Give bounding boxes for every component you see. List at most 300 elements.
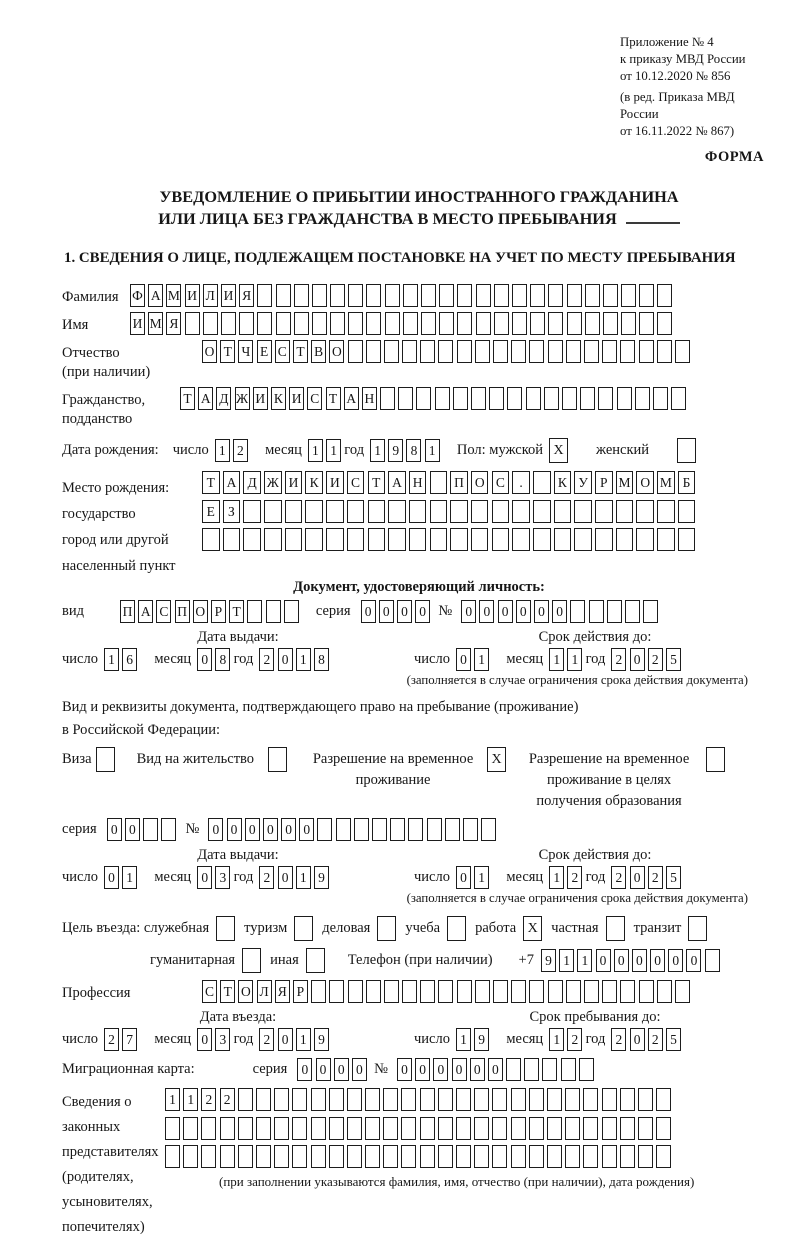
- char-box[interactable]: [621, 312, 636, 335]
- residence-issue-year-boxes[interactable]: [259, 866, 332, 889]
- char-box[interactable]: С: [307, 387, 322, 410]
- char-box[interactable]: [583, 1088, 598, 1111]
- char-box[interactable]: [438, 340, 453, 363]
- char-box[interactable]: [401, 1117, 416, 1140]
- char-box[interactable]: [657, 500, 675, 523]
- char-box[interactable]: [330, 312, 345, 335]
- char-box[interactable]: 0: [516, 600, 531, 623]
- char-box[interactable]: [239, 312, 254, 335]
- char-box[interactable]: [530, 284, 545, 307]
- char-box[interactable]: 1: [474, 866, 489, 889]
- char-box[interactable]: [408, 818, 423, 841]
- char-box[interactable]: [330, 284, 345, 307]
- char-box[interactable]: [643, 600, 658, 623]
- char-box[interactable]: [492, 1088, 507, 1111]
- char-box[interactable]: [238, 1088, 253, 1111]
- char-box[interactable]: [602, 980, 617, 1003]
- stay-year-boxes[interactable]: [611, 1028, 684, 1051]
- char-box[interactable]: [620, 1117, 635, 1140]
- char-box[interactable]: [348, 284, 363, 307]
- char-box[interactable]: [427, 818, 442, 841]
- char-box[interactable]: [457, 340, 472, 363]
- char-box[interactable]: [285, 528, 303, 551]
- char-box[interactable]: 6: [122, 648, 137, 671]
- char-box[interactable]: 0: [650, 949, 665, 972]
- char-box[interactable]: 0: [263, 818, 278, 841]
- char-box[interactable]: 2: [648, 866, 663, 889]
- surname-boxes[interactable]: [130, 284, 676, 307]
- char-box[interactable]: 0: [297, 1058, 312, 1081]
- female-checkbox[interactable]: [677, 438, 696, 463]
- char-box[interactable]: Т: [326, 387, 341, 410]
- char-box[interactable]: [562, 387, 577, 410]
- char-box[interactable]: 1: [183, 1088, 198, 1111]
- char-box[interactable]: П: [120, 600, 135, 623]
- char-box[interactable]: [326, 500, 344, 523]
- char-box[interactable]: [456, 1117, 471, 1140]
- char-box[interactable]: [421, 312, 436, 335]
- char-box[interactable]: [494, 284, 509, 307]
- char-box[interactable]: [529, 340, 544, 363]
- male-checkbox[interactable]: X: [549, 438, 568, 463]
- char-box[interactable]: [474, 1088, 489, 1111]
- char-box[interactable]: 9: [314, 866, 329, 889]
- char-box[interactable]: [292, 1088, 307, 1111]
- char-box[interactable]: Е: [202, 500, 220, 523]
- char-box[interactable]: [264, 500, 282, 523]
- char-box[interactable]: 1: [567, 648, 582, 671]
- char-box[interactable]: [494, 312, 509, 335]
- char-box[interactable]: [388, 528, 406, 551]
- char-box[interactable]: [589, 600, 604, 623]
- char-box[interactable]: 0: [379, 600, 394, 623]
- char-box[interactable]: [476, 312, 491, 335]
- char-box[interactable]: 0: [107, 818, 122, 841]
- char-box[interactable]: Л: [203, 284, 218, 307]
- char-box[interactable]: И: [221, 284, 236, 307]
- expiry-month-boxes[interactable]: [549, 648, 585, 671]
- char-box[interactable]: [617, 387, 632, 410]
- char-box[interactable]: 1: [577, 949, 592, 972]
- char-box[interactable]: 0: [197, 866, 212, 889]
- char-box[interactable]: [511, 1117, 526, 1140]
- char-box[interactable]: 2: [259, 648, 274, 671]
- char-box[interactable]: Я: [275, 980, 290, 1003]
- char-box[interactable]: [161, 818, 176, 841]
- char-box[interactable]: [457, 312, 472, 335]
- char-box[interactable]: [474, 1117, 489, 1140]
- birth-month-boxes[interactable]: [308, 439, 344, 462]
- char-box[interactable]: [365, 1145, 380, 1168]
- char-box[interactable]: Т: [220, 340, 235, 363]
- char-box[interactable]: Т: [229, 600, 244, 623]
- char-box[interactable]: [165, 1145, 180, 1168]
- char-box[interactable]: [292, 1117, 307, 1140]
- char-box[interactable]: 0: [104, 866, 119, 889]
- char-box[interactable]: [493, 980, 508, 1003]
- char-box[interactable]: [420, 1145, 435, 1168]
- char-box[interactable]: М: [616, 471, 634, 494]
- char-box[interactable]: 0: [278, 648, 293, 671]
- char-box[interactable]: 2: [104, 1028, 119, 1051]
- char-box[interactable]: 3: [215, 866, 230, 889]
- char-box[interactable]: [257, 284, 272, 307]
- purpose-official-checkbox[interactable]: [216, 916, 235, 941]
- char-box[interactable]: 0: [278, 1028, 293, 1051]
- issue-day-boxes[interactable]: [104, 648, 140, 671]
- char-box[interactable]: [450, 528, 468, 551]
- char-box[interactable]: [274, 1088, 289, 1111]
- char-box[interactable]: [511, 1088, 526, 1111]
- char-box[interactable]: [616, 500, 634, 523]
- char-box[interactable]: [366, 980, 381, 1003]
- char-box[interactable]: [529, 980, 544, 1003]
- char-box[interactable]: [598, 387, 613, 410]
- char-box[interactable]: [238, 1117, 253, 1140]
- char-box[interactable]: [294, 284, 309, 307]
- representatives-row1-boxes[interactable]: [165, 1088, 694, 1111]
- char-box[interactable]: [657, 980, 672, 1003]
- residence-issue-day-boxes[interactable]: [104, 866, 140, 889]
- char-box[interactable]: [583, 1145, 598, 1168]
- issue-year-boxes[interactable]: [259, 648, 332, 671]
- char-box[interactable]: 0: [461, 600, 476, 623]
- char-box[interactable]: [450, 500, 468, 523]
- char-box[interactable]: 0: [596, 949, 611, 972]
- char-box[interactable]: 0: [415, 600, 430, 623]
- char-box[interactable]: [336, 818, 351, 841]
- char-box[interactable]: [533, 528, 551, 551]
- char-box[interactable]: [256, 1145, 271, 1168]
- char-box[interactable]: С: [492, 471, 510, 494]
- char-box[interactable]: 3: [215, 1028, 230, 1051]
- char-box[interactable]: [347, 1117, 362, 1140]
- char-box[interactable]: [657, 312, 672, 335]
- char-box[interactable]: [584, 340, 599, 363]
- char-box[interactable]: 5: [666, 648, 681, 671]
- char-box[interactable]: [533, 471, 551, 494]
- char-box[interactable]: 1: [326, 439, 341, 462]
- char-box[interactable]: 1: [308, 439, 323, 462]
- birth-day-boxes[interactable]: [215, 439, 251, 462]
- char-box[interactable]: 2: [259, 866, 274, 889]
- char-box[interactable]: [671, 387, 686, 410]
- char-box[interactable]: [348, 312, 363, 335]
- char-box[interactable]: [529, 1088, 544, 1111]
- char-box[interactable]: [420, 1117, 435, 1140]
- residence-expiry-day-boxes[interactable]: [456, 866, 492, 889]
- char-box[interactable]: [266, 600, 281, 623]
- char-box[interactable]: П: [175, 600, 190, 623]
- char-box[interactable]: [471, 387, 486, 410]
- char-box[interactable]: 2: [611, 866, 626, 889]
- char-box[interactable]: [326, 528, 344, 551]
- char-box[interactable]: [544, 387, 559, 410]
- char-box[interactable]: [284, 600, 299, 623]
- char-box[interactable]: [311, 980, 326, 1003]
- char-box[interactable]: [657, 284, 672, 307]
- char-box[interactable]: [585, 312, 600, 335]
- entry-month-boxes[interactable]: [197, 1028, 233, 1051]
- birth-place-row1-boxes[interactable]: [202, 471, 699, 494]
- edu-permit-checkbox[interactable]: [706, 747, 725, 772]
- purpose-other-checkbox[interactable]: [306, 948, 325, 973]
- char-box[interactable]: 0: [534, 600, 549, 623]
- expiry-year-boxes[interactable]: [611, 648, 684, 671]
- char-box[interactable]: [202, 528, 220, 551]
- char-box[interactable]: [276, 312, 291, 335]
- char-box[interactable]: Б: [678, 471, 696, 494]
- char-box[interactable]: [678, 528, 696, 551]
- char-box[interactable]: [294, 312, 309, 335]
- doc-number-boxes[interactable]: [461, 600, 661, 623]
- char-box[interactable]: [354, 818, 369, 841]
- expiry-day-boxes[interactable]: [456, 648, 492, 671]
- char-box[interactable]: [365, 1088, 380, 1111]
- char-box[interactable]: С: [347, 471, 365, 494]
- char-box[interactable]: 0: [668, 949, 683, 972]
- char-box[interactable]: [203, 312, 218, 335]
- char-box[interactable]: [430, 471, 448, 494]
- char-box[interactable]: И: [285, 471, 303, 494]
- char-box[interactable]: [368, 528, 386, 551]
- char-box[interactable]: 0: [281, 818, 296, 841]
- char-box[interactable]: [305, 528, 323, 551]
- char-box[interactable]: [492, 1117, 507, 1140]
- char-box[interactable]: [530, 312, 545, 335]
- char-box[interactable]: [507, 387, 522, 410]
- char-box[interactable]: [453, 387, 468, 410]
- char-box[interactable]: [547, 1088, 562, 1111]
- purpose-private-checkbox[interactable]: [606, 916, 625, 941]
- char-box[interactable]: [366, 284, 381, 307]
- char-box[interactable]: [675, 340, 690, 363]
- char-box[interactable]: 2: [220, 1088, 235, 1111]
- char-box[interactable]: [638, 1145, 653, 1168]
- char-box[interactable]: [621, 284, 636, 307]
- purpose-work-checkbox[interactable]: X: [523, 916, 542, 941]
- char-box[interactable]: [554, 500, 572, 523]
- char-box[interactable]: [620, 980, 635, 1003]
- char-box[interactable]: 0: [686, 949, 701, 972]
- char-box[interactable]: [348, 980, 363, 1003]
- char-box[interactable]: [438, 1117, 453, 1140]
- char-box[interactable]: 2: [567, 866, 582, 889]
- char-box[interactable]: [512, 284, 527, 307]
- char-box[interactable]: М: [657, 471, 675, 494]
- char-box[interactable]: Ж: [235, 387, 250, 410]
- char-box[interactable]: [511, 340, 526, 363]
- profession-boxes[interactable]: [202, 980, 693, 1003]
- char-box[interactable]: 8: [215, 648, 230, 671]
- char-box[interactable]: 0: [630, 648, 645, 671]
- char-box[interactable]: [620, 1088, 635, 1111]
- char-box[interactable]: 0: [278, 866, 293, 889]
- char-box[interactable]: [620, 1145, 635, 1168]
- char-box[interactable]: А: [138, 600, 153, 623]
- char-box[interactable]: [506, 1058, 521, 1081]
- char-box[interactable]: [474, 1145, 489, 1168]
- char-box[interactable]: 2: [611, 648, 626, 671]
- char-box[interactable]: [385, 284, 400, 307]
- char-box[interactable]: 0: [470, 1058, 485, 1081]
- doc-kind-boxes[interactable]: [120, 600, 302, 623]
- char-box[interactable]: П: [450, 471, 468, 494]
- char-box[interactable]: [566, 980, 581, 1003]
- doc-series-boxes[interactable]: [361, 600, 434, 623]
- char-box[interactable]: [463, 818, 478, 841]
- char-box[interactable]: 1: [474, 648, 489, 671]
- char-box[interactable]: М: [166, 284, 181, 307]
- char-box[interactable]: [639, 284, 654, 307]
- char-box[interactable]: [238, 1145, 253, 1168]
- char-box[interactable]: А: [344, 387, 359, 410]
- birth-year-boxes[interactable]: [370, 439, 443, 462]
- char-box[interactable]: [639, 980, 654, 1003]
- char-box[interactable]: [493, 340, 508, 363]
- char-box[interactable]: И: [289, 387, 304, 410]
- char-box[interactable]: В: [311, 340, 326, 363]
- char-box[interactable]: И: [326, 471, 344, 494]
- char-box[interactable]: [636, 500, 654, 523]
- char-box[interactable]: [675, 980, 690, 1003]
- char-box[interactable]: [384, 340, 399, 363]
- char-box[interactable]: 0: [208, 818, 223, 841]
- char-box[interactable]: 2: [259, 1028, 274, 1051]
- char-box[interactable]: 0: [361, 600, 376, 623]
- char-box[interactable]: К: [554, 471, 572, 494]
- residence-permit-checkbox[interactable]: [268, 747, 287, 772]
- char-box[interactable]: [456, 1145, 471, 1168]
- char-box[interactable]: А: [198, 387, 213, 410]
- char-box[interactable]: [548, 284, 563, 307]
- char-box[interactable]: [311, 1145, 326, 1168]
- char-box[interactable]: [638, 1088, 653, 1111]
- char-box[interactable]: [409, 528, 427, 551]
- char-box[interactable]: [383, 1117, 398, 1140]
- char-box[interactable]: 0: [227, 818, 242, 841]
- char-box[interactable]: Т: [180, 387, 195, 410]
- char-box[interactable]: [512, 528, 530, 551]
- char-box[interactable]: [456, 1088, 471, 1111]
- char-box[interactable]: [220, 1145, 235, 1168]
- residence-expiry-year-boxes[interactable]: [611, 866, 684, 889]
- char-box[interactable]: [305, 500, 323, 523]
- entry-day-boxes[interactable]: [104, 1028, 140, 1051]
- char-box[interactable]: [625, 600, 640, 623]
- char-box[interactable]: [529, 1117, 544, 1140]
- char-box[interactable]: [471, 500, 489, 523]
- char-box[interactable]: [595, 528, 613, 551]
- char-box[interactable]: [481, 818, 496, 841]
- char-box[interactable]: 7: [122, 1028, 137, 1051]
- char-box[interactable]: О: [193, 600, 208, 623]
- char-box[interactable]: [512, 500, 530, 523]
- birth-place-row3-boxes[interactable]: [202, 528, 699, 551]
- char-box[interactable]: [547, 1145, 562, 1168]
- char-box[interactable]: [264, 528, 282, 551]
- char-box[interactable]: О: [202, 340, 217, 363]
- char-box[interactable]: [574, 528, 592, 551]
- char-box[interactable]: [430, 500, 448, 523]
- visa-checkbox[interactable]: [96, 747, 115, 772]
- char-box[interactable]: 0: [614, 949, 629, 972]
- char-box[interactable]: Д: [243, 471, 261, 494]
- char-box[interactable]: О: [471, 471, 489, 494]
- char-box[interactable]: [475, 340, 490, 363]
- char-box[interactable]: [372, 818, 387, 841]
- char-box[interactable]: [243, 528, 261, 551]
- char-box[interactable]: [185, 312, 200, 335]
- char-box[interactable]: И: [185, 284, 200, 307]
- char-box[interactable]: 5: [666, 1028, 681, 1051]
- char-box[interactable]: С: [275, 340, 290, 363]
- char-box[interactable]: [285, 500, 303, 523]
- char-box[interactable]: [390, 818, 405, 841]
- char-box[interactable]: 0: [488, 1058, 503, 1081]
- char-box[interactable]: [492, 500, 510, 523]
- phone-boxes[interactable]: [541, 949, 723, 972]
- char-box[interactable]: [247, 600, 262, 623]
- char-box[interactable]: [565, 1145, 580, 1168]
- char-box[interactable]: [567, 284, 582, 307]
- char-box[interactable]: [347, 500, 365, 523]
- birth-place-row2-boxes[interactable]: [202, 500, 699, 523]
- char-box[interactable]: [143, 818, 158, 841]
- char-box[interactable]: [561, 1058, 576, 1081]
- char-box[interactable]: [595, 500, 613, 523]
- char-box[interactable]: 9: [474, 1028, 489, 1051]
- char-box[interactable]: 0: [456, 866, 471, 889]
- char-box[interactable]: [329, 1145, 344, 1168]
- char-box[interactable]: 0: [630, 1028, 645, 1051]
- char-box[interactable]: [347, 1088, 362, 1111]
- char-box[interactable]: 9: [388, 439, 403, 462]
- char-box[interactable]: [274, 1145, 289, 1168]
- char-box[interactable]: [565, 1088, 580, 1111]
- stay-day-boxes[interactable]: [456, 1028, 492, 1051]
- char-box[interactable]: К: [271, 387, 286, 410]
- char-box[interactable]: 1: [549, 866, 564, 889]
- char-box[interactable]: [312, 284, 327, 307]
- char-box[interactable]: С: [156, 600, 171, 623]
- char-box[interactable]: 0: [456, 648, 471, 671]
- char-box[interactable]: 9: [541, 949, 556, 972]
- char-box[interactable]: [566, 340, 581, 363]
- char-box[interactable]: [526, 387, 541, 410]
- char-box[interactable]: [602, 1145, 617, 1168]
- migration-number-boxes[interactable]: [397, 1058, 597, 1081]
- char-box[interactable]: [602, 1088, 617, 1111]
- citizenship-boxes[interactable]: [180, 387, 689, 410]
- char-box[interactable]: [457, 284, 472, 307]
- char-box[interactable]: 2: [567, 1028, 582, 1051]
- char-box[interactable]: [603, 284, 618, 307]
- char-box[interactable]: [607, 600, 622, 623]
- char-box[interactable]: [347, 528, 365, 551]
- char-box[interactable]: [368, 500, 386, 523]
- char-box[interactable]: Т: [220, 980, 235, 1003]
- char-box[interactable]: [311, 1117, 326, 1140]
- char-box[interactable]: 1: [296, 648, 311, 671]
- char-box[interactable]: [223, 528, 241, 551]
- char-box[interactable]: Л: [257, 980, 272, 1003]
- char-box[interactable]: [653, 387, 668, 410]
- char-box[interactable]: 8: [406, 439, 421, 462]
- char-box[interactable]: 1: [215, 439, 230, 462]
- char-box[interactable]: [365, 1117, 380, 1140]
- char-box[interactable]: 1: [425, 439, 440, 462]
